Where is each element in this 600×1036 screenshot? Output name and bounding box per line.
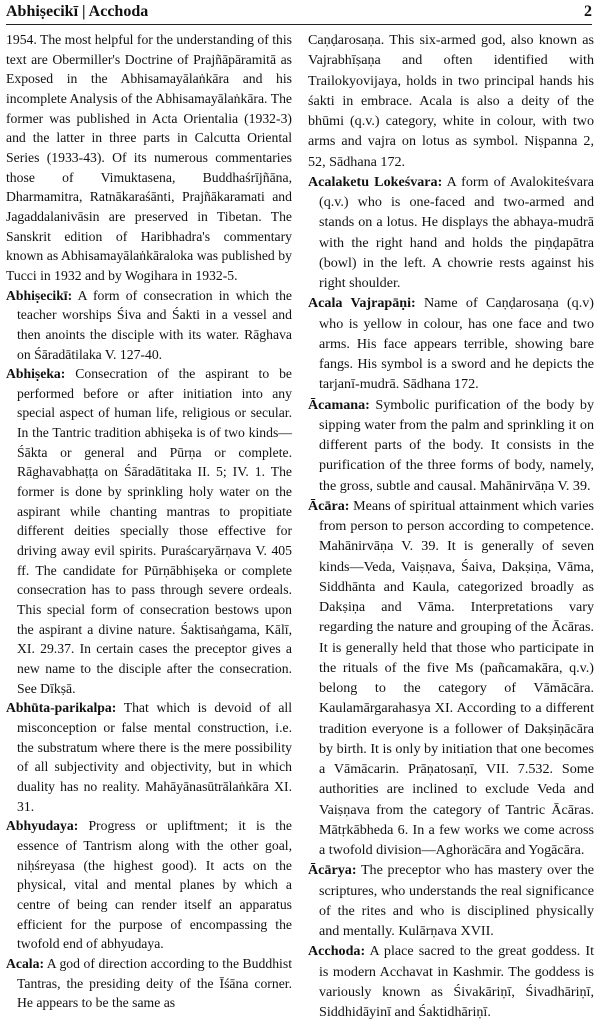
entry-headword: Ācāra: xyxy=(308,497,350,514)
entry-text: Symbolic purification of the body by sipping water from the palm and sprinkling it on different parts of the body. It consists in the purification of the three forms of body, namely, the gross, subtle and causal. Mahānirvāṇa V. 39. xyxy=(319,396,594,494)
entry-headword: Abhyudaya: xyxy=(6,818,79,834)
entry-continuation xyxy=(6,30,292,286)
header-title: Abhiṣecikī | Acchoda xyxy=(6,3,149,20)
entry-text: That which is devoid of all misconception or false mental construction, i.e. the substratum where there is the mere possibility of all subjectivity and objectivity, but in which duality has no reality. Mahāyānasūtrālaṅkāra XI. 31. xyxy=(17,700,292,814)
dictionary-entry xyxy=(6,954,292,1013)
dictionary-entry xyxy=(6,364,292,698)
entry-text: A form of Avalokiteśvara (q.v.) who is one-faced and two-armed and stands on a lotus. He displays the abhaya-mudrā with the right hand and holds the piṇḍapātra (bowl) in the left. A chowrie rests against his right shoulder. xyxy=(319,173,594,291)
left-column xyxy=(6,30,292,1013)
dictionary-entry xyxy=(6,816,292,954)
entry-text: Consecration of the aspirant to be performed before or after initiation into any special aspect of human life, religious or secular. In the Tantric tradition abhiṣeka is of two kinds—Śākta or general and Pūrṇa or complete. Rāghavabhaṭṭa on Śāradātitaka II. 5; IV. 1. The former is done by sprinkling holy water on the aspirant while chanting mantras to propitiate different deities specially those effective for driving away evil spirits. Puraścaryārṇava V. 405 ff. The candidate for Pūrṇābhiṣeka or complete consecration has to pass through severe ordeals. This special form of consecration bestows upon the aspirant a divine nature. Śaktisaṅgama, Kālī, XI. 29.37. In certain cases the preceptor gives a new name to the disciple after the consecration. See Dīkṣā. xyxy=(17,366,292,696)
right-column xyxy=(308,30,594,1022)
dictionary-entry xyxy=(308,293,594,394)
entry-headword: Abhiṣeka: xyxy=(6,366,66,382)
dictionary-entry xyxy=(6,698,292,816)
entry-headword: Ācamana: xyxy=(308,396,370,413)
dictionary-entry xyxy=(308,172,594,294)
entry-headword: Abhiṣecikī: xyxy=(6,287,73,303)
running-header xyxy=(6,2,592,25)
dictionary-entry xyxy=(308,496,594,861)
entry-headword: Acala: xyxy=(6,955,45,971)
entry-headword: Acchoda: xyxy=(308,943,366,960)
entry-text: Name of Caṇḍarosaṇa (q.v) who is yellow in colour, has one face and two arms. His face appears terrible, showing bare fangs. His symbol is a sword and he depicts the tarjanī-mudrā. Sādhana 172. xyxy=(319,295,594,393)
entry-continuation xyxy=(308,30,594,172)
entry-headword: Acalaketu Lokeśvara: xyxy=(308,173,443,190)
entry-text: A god of direction according to the Buddhist Tantras, the presiding deity of the Īśāna corner. He appears to be the same as xyxy=(17,955,292,1011)
dictionary-entry xyxy=(308,941,594,1022)
entry-text: 1954. The most helpful for the understanding of this text are Obermiller's Doctrine of Prajñāpāramitā as Exposed in the Abhisamayālaṅkāra and his incomplete Analysis of the Abhisamayālaṅkāra. The former was published in Acta Orientalia (1932-3) and the latter in three parts in Calcutta Oriental Series (1933-43). Of its numerous commentaries those of Vimuktasena, Buddhaśrījñāna, Dharmamitra, Ratnākaraśānti, Prajñākaramati and Jagaddalanivāsin are preserved in Tibetan. The Sanskrit edition of Haribhadra's commentary known as Abhisamayālaṅkāraloka was published by Tucci in 1932 and by Wogihara in 1932-5. xyxy=(6,32,293,283)
entry-text: Means of spiritual attainment which varies from person to person according to competence. Mahānirvāṇa V. 39. It is generally of seven kinds—Veda, Vaiṣṇava, Śaiva, Dakṣiṇa, Vāma, Siddhānta and Kaula, categorized broadly as Dakṣiṇa and Vāma. Interpretations vary regarding the nature and grouping of the Ācāras. It is generally held that those who participate in the rituals of the five Ms (pañcamakāra, q.v.) belong to the category of Vāmācāra. Kaulamārgarahasya XI. According to a different tradition everyone is a follower of Dakṣiṇācāra by birth. It is only by initiation that one becomes a Vāmācarin. Prāṇatosaṇī, VII. 7.532. Some authorities are inclined to exclude Veda and Vaiṣṇava from the category of Tantric Ācāras. Mātṛkābheda 6. In a few works we come across a twofold division—Aghoräcāra and Yogācāra. xyxy=(319,497,594,858)
entry-text: A place sacred to the great goddess. It is modern Acchavat in Kashmir. The goddess is variously known as Śivakāriṇī, Śivadhāriṇī, Siddhidāyinī and Śaktidhāriṇī. xyxy=(319,943,594,1020)
entry-headword: Abhūta-parikalpa: xyxy=(6,700,117,716)
dictionary-entry xyxy=(308,860,594,941)
entry-text: Caṇḍarosaṇa. This six-armed god, also known as Vajrabhīṣaṇa and often identified with Trailokyovijaya, holds in two principal hands his śakti in embrace. Acala is also a deity of the bhūmi (q.v.) category, white in colour, with two arms and vajra on lotus as symbol. Niṣpanna 2, 52, Sādhana 172. xyxy=(308,32,594,170)
entry-text: The preceptor who has mastery over the scriptures, who understands the real significance of the rites and who is disciplined physically and mentally. Kulārṇava XVII. xyxy=(319,862,594,939)
page-number: 2 xyxy=(584,3,592,20)
entry-headword: Ācārya: xyxy=(308,862,357,879)
entry-headword: Acala Vajrapāṇi: xyxy=(308,295,416,312)
entry-text: Progress or upliftment; it is the essence of Tantrism along with the other goal, niḥśreyasa (the highest good). It acts on the physical, vital and mental planes by which a centre of being can render itself an apparatus efficient for the purpose of encompassing the twofold end of abhyudaya. xyxy=(17,818,292,952)
dictionary-entry xyxy=(6,286,292,365)
entry-text: A form of consecration in which the teacher worships Śiva and Śakti in a vessel and then anoints the disciple with its water. Rāghava on Śāradātilaka V. 127-40. xyxy=(17,287,292,362)
dictionary-entry xyxy=(308,395,594,496)
